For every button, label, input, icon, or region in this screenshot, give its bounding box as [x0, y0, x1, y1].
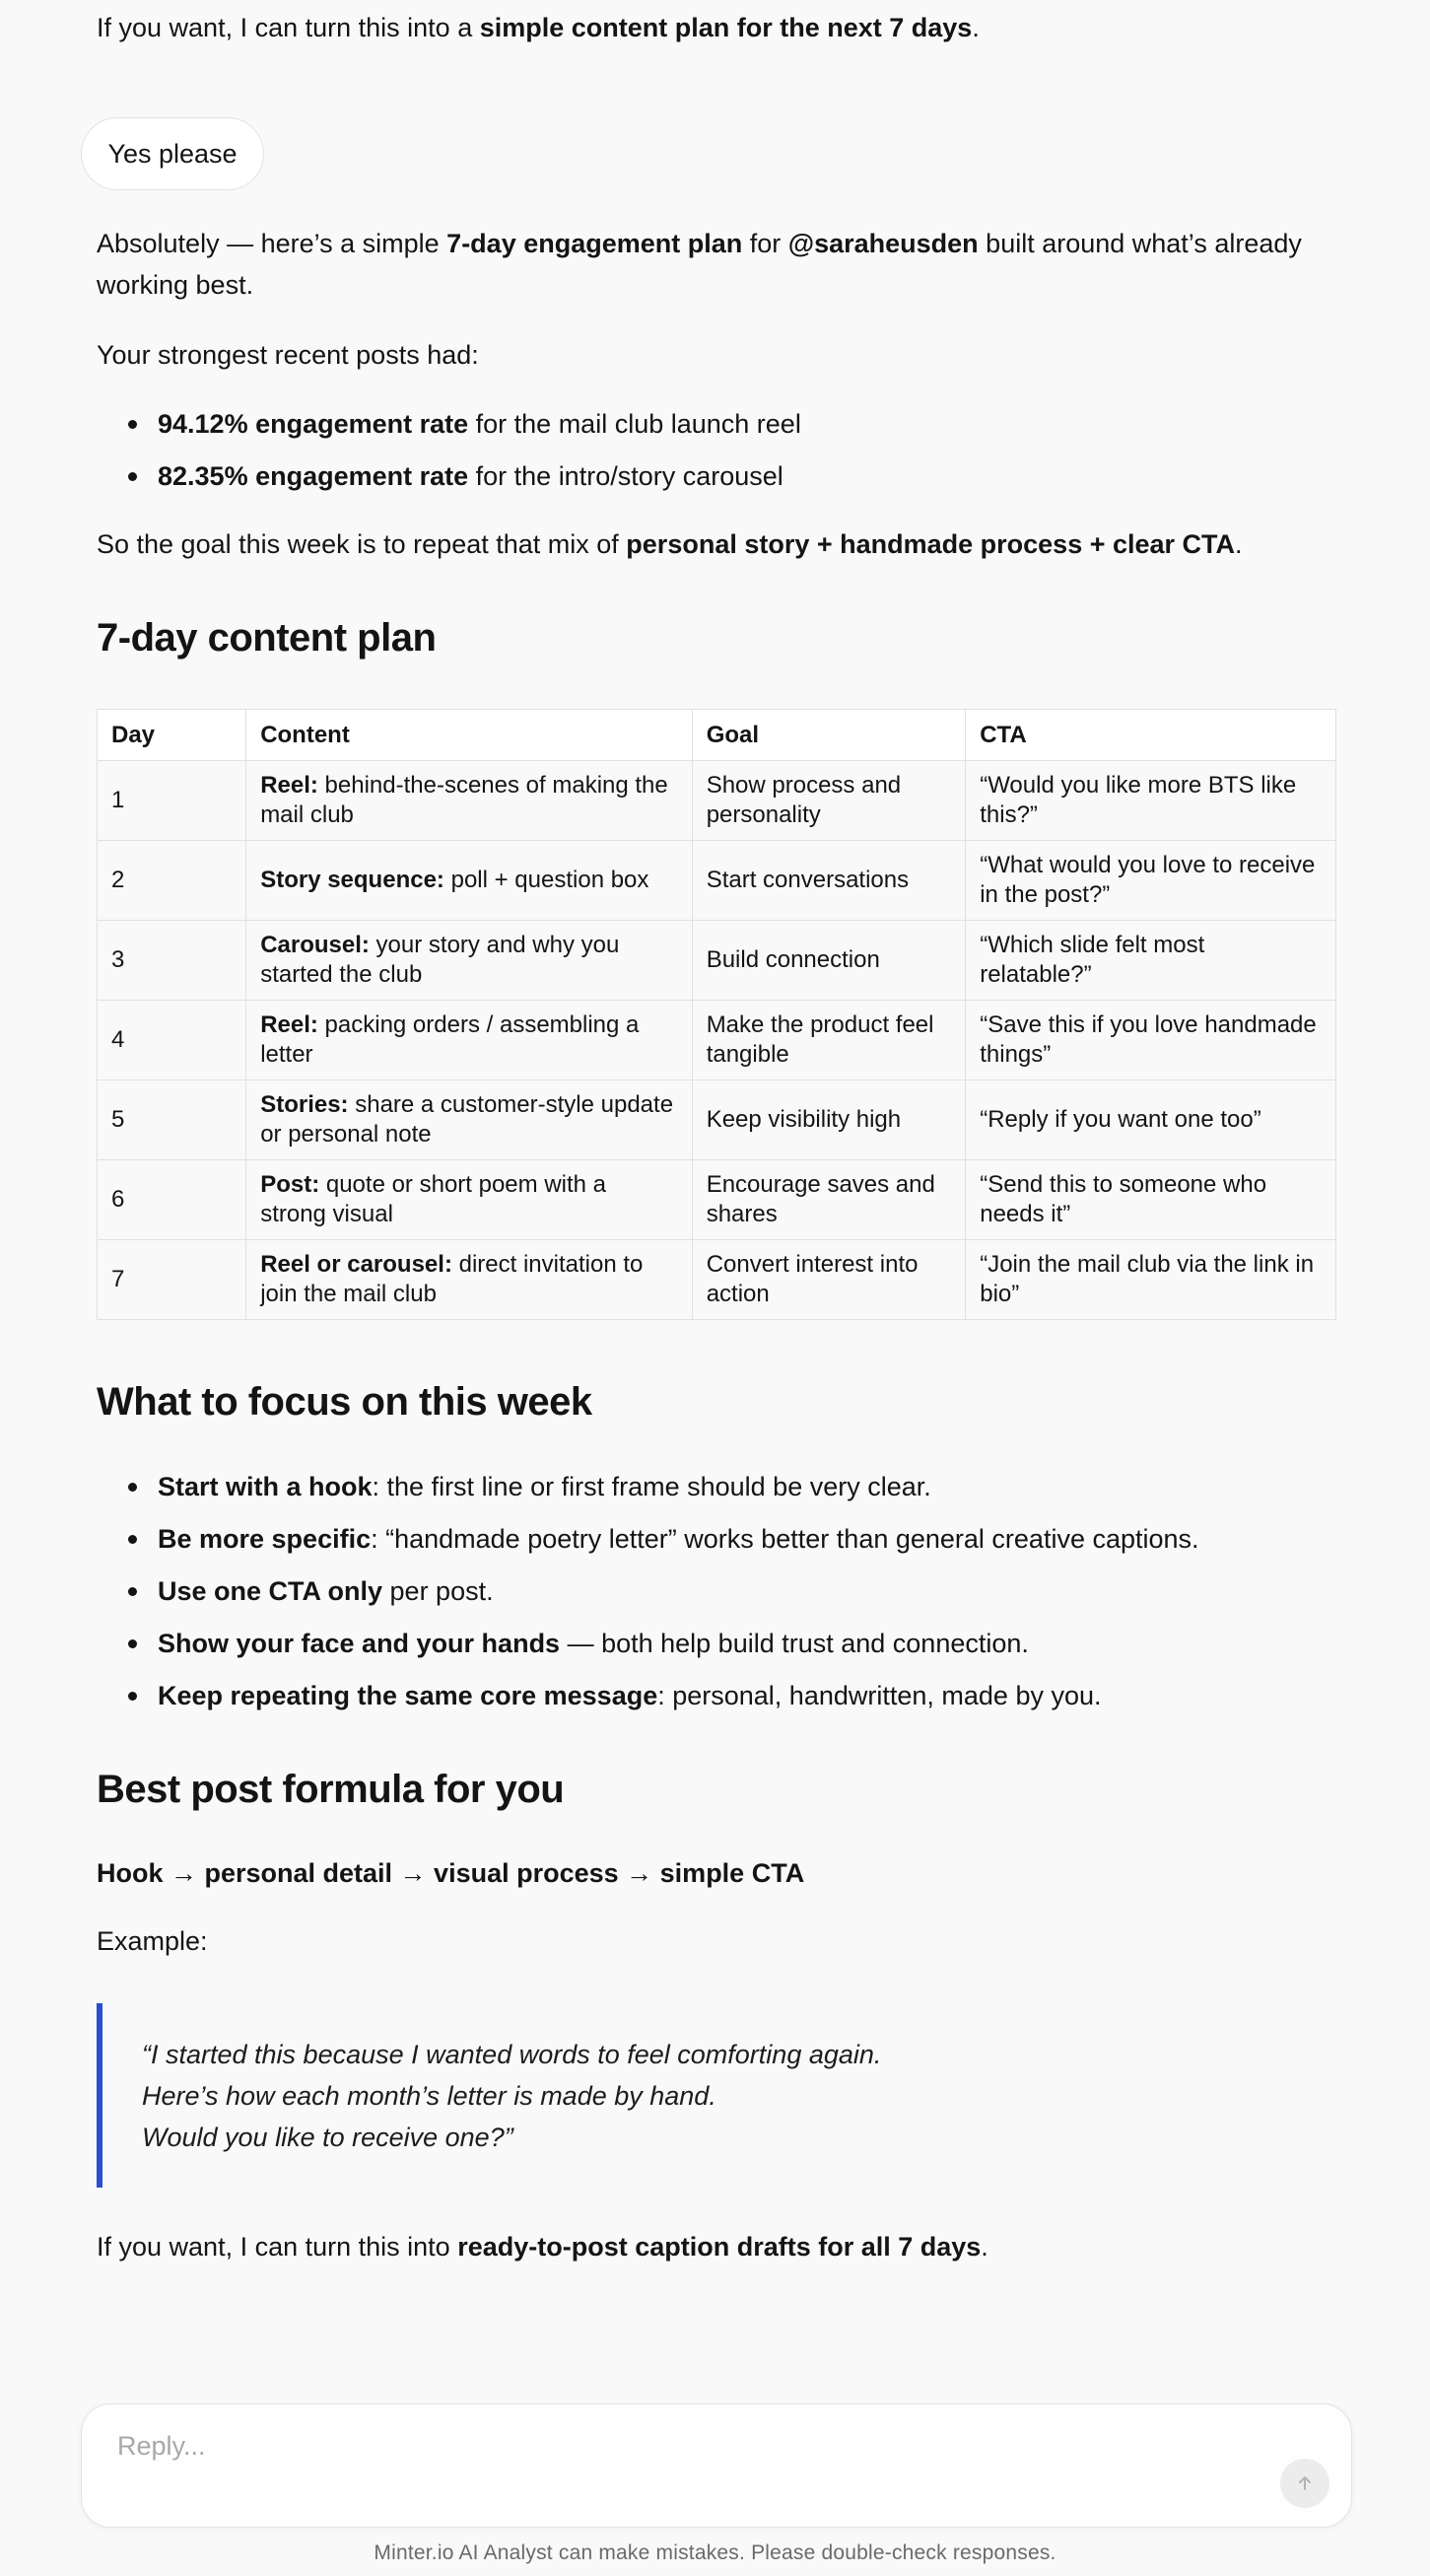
- focus-bold: Start with a hook: [158, 1472, 373, 1501]
- cell-cta: “Send this to someone who needs it”: [966, 1160, 1336, 1240]
- content-type: Reel:: [260, 1011, 318, 1038]
- quote-line: Here’s how each month’s letter is made by hand.: [142, 2081, 716, 2111]
- intro-punctuation: .: [972, 13, 980, 42]
- cell-content: [246, 1160, 693, 1240]
- goal-paragraph: [97, 523, 1338, 565]
- stat-text: for the mail club launch reel: [468, 409, 801, 439]
- table-row: [98, 1240, 1336, 1320]
- list-item: [97, 1461, 1338, 1513]
- cell-cta: “Which slide felt most relatable?”: [966, 921, 1336, 1001]
- opening-text-3: built around what’s already working best.: [97, 229, 1302, 300]
- cell-cta: “Would you like more BTS like this?”: [966, 761, 1336, 841]
- formula-bold: Hook → personal detail → visual process → simple CTA: [97, 1858, 805, 1888]
- stats-list: [97, 398, 1338, 503]
- focus-text: : the first line or first frame should be very clear.: [372, 1472, 931, 1501]
- cell-day: 7: [98, 1240, 246, 1320]
- content-description: quote or short poem with a strong visual: [260, 1171, 607, 1227]
- previous-message: [97, 7, 1338, 48]
- cell-day: 6: [98, 1160, 246, 1240]
- focus-text: : “handmade poetry letter” works better than general creative captions.: [371, 1524, 1199, 1554]
- formula-heading: Best post formula for you: [97, 1768, 565, 1811]
- quote-line: “I started this because I wanted words to feel comforting again.: [142, 2040, 882, 2069]
- opening-text-1: Absolutely — here’s a simple: [97, 229, 447, 258]
- send-button[interactable]: [1280, 2459, 1329, 2508]
- cell-day: 5: [98, 1080, 246, 1160]
- reply-composer: [81, 2403, 1352, 2528]
- cell-content: [246, 1240, 693, 1320]
- cell-content: [246, 921, 693, 1001]
- stat-bold: 94.12% engagement rate: [158, 409, 469, 439]
- list-item: [97, 1618, 1338, 1670]
- formula-text: [97, 1852, 1338, 1894]
- table-row: [98, 1160, 1336, 1240]
- content-description: share a customer-style update or personal note: [260, 1091, 674, 1148]
- closing-punctuation: .: [981, 2232, 988, 2262]
- header-content: Content: [246, 710, 693, 761]
- focus-bold: Be more specific: [158, 1524, 372, 1554]
- stat-bold: 82.35% engagement rate: [158, 461, 469, 491]
- table-row: [98, 761, 1336, 841]
- focus-bold: Keep repeating the same core message: [158, 1681, 658, 1710]
- cell-content: [246, 1080, 693, 1160]
- cell-day: 3: [98, 921, 246, 1001]
- response-opening: [97, 223, 1338, 306]
- table-header-row: [98, 710, 1336, 761]
- focus-bold: Use one CTA only: [158, 1576, 383, 1606]
- cell-goal: Convert interest into action: [692, 1240, 966, 1320]
- list-item: [97, 1513, 1338, 1566]
- content-type: Story sequence:: [260, 867, 444, 893]
- opening-handle: @saraheusden: [787, 229, 979, 258]
- cell-content: [246, 1001, 693, 1080]
- strongest-intro: Your strongest recent posts had:: [97, 340, 479, 370]
- content-type: Carousel:: [260, 932, 370, 958]
- cell-content: [246, 761, 693, 841]
- header-cta: CTA: [966, 710, 1336, 761]
- cell-content: [246, 841, 693, 921]
- cell-cta: “Reply if you want one too”: [966, 1080, 1336, 1160]
- cell-goal: Make the product feel tangible: [692, 1001, 966, 1080]
- disclaimer: Minter.io AI Analyst can make mistakes. Please double-check responses.: [374, 2541, 1056, 2564]
- list-item: [97, 1566, 1338, 1618]
- table-row: [98, 1001, 1336, 1080]
- opening-text-2: for: [742, 229, 788, 258]
- closing-bold: ready-to-post caption drafts for all 7 days: [457, 2232, 982, 2262]
- stat-text: for the intro/story carousel: [468, 461, 783, 491]
- intro-bold-text: simple content plan for the next 7 days: [479, 13, 973, 42]
- example-label: Example:: [97, 1926, 208, 1956]
- arrow-up-icon: [1295, 2473, 1315, 2493]
- content-type: Reel or carousel:: [260, 1251, 452, 1278]
- focus-list: [97, 1461, 1338, 1722]
- quote-line: Would you like to receive one?”: [142, 2123, 513, 2152]
- reply-input[interactable]: [115, 2430, 1253, 2463]
- cell-cta: “Join the mail club via the link in bio”: [966, 1240, 1336, 1320]
- cell-goal: Show process and personality: [692, 761, 966, 841]
- cell-goal: Encourage saves and shares: [692, 1160, 966, 1240]
- cell-goal: Start conversations: [692, 841, 966, 921]
- cell-day: 2: [98, 841, 246, 921]
- table-row: [98, 921, 1336, 1001]
- content-type: Stories:: [260, 1091, 349, 1118]
- cell-cta: “Save this if you love handmade things”: [966, 1001, 1336, 1080]
- list-item: [97, 451, 1338, 503]
- content-description: packing orders / assembling a letter: [260, 1011, 640, 1068]
- intro-text: If you want, I can turn this into a: [97, 13, 480, 42]
- cell-day: 1: [98, 761, 246, 841]
- goal-bold: personal story + handmade process + clear CTA: [626, 529, 1236, 559]
- header-goal: Goal: [692, 710, 966, 761]
- content-description: poll + question box: [443, 867, 649, 893]
- closing-paragraph: [97, 2226, 1338, 2267]
- cell-cta: “What would you love to receive in the post?”: [966, 841, 1336, 921]
- table-row: [98, 841, 1336, 921]
- example-quote: [97, 2003, 1338, 2188]
- user-message-bubble: Yes please: [81, 117, 264, 190]
- content-description: direct invitation to join the mail club: [260, 1251, 644, 1307]
- cell-day: 4: [98, 1001, 246, 1080]
- content-type: Reel:: [260, 772, 318, 799]
- opening-bold-1: 7-day engagement plan: [446, 229, 743, 258]
- header-day: Day: [98, 710, 246, 761]
- list-item: [97, 398, 1338, 451]
- content-type: Post:: [260, 1171, 320, 1198]
- plan-heading: 7-day content plan: [97, 616, 437, 660]
- goal-punctuation: .: [1235, 529, 1243, 559]
- cell-goal: Build connection: [692, 921, 966, 1001]
- content-description: behind-the-scenes of making the mail club: [260, 772, 668, 828]
- list-item: [97, 1670, 1338, 1722]
- focus-text: — both help build trust and connection.: [560, 1629, 1029, 1658]
- focus-heading: What to focus on this week: [97, 1380, 592, 1424]
- goal-text: So the goal this week is to repeat that mix of: [97, 529, 627, 559]
- focus-text: per post.: [382, 1576, 494, 1606]
- focus-bold: Show your face and your hands: [158, 1629, 561, 1658]
- content-plan-table: [97, 709, 1336, 1320]
- content-description: your story and why you started the club: [260, 932, 620, 988]
- cell-goal: Keep visibility high: [692, 1080, 966, 1160]
- closing-text: If you want, I can turn this into: [97, 2232, 458, 2262]
- focus-text: : personal, handwritten, made by you.: [657, 1681, 1102, 1710]
- table-row: [98, 1080, 1336, 1160]
